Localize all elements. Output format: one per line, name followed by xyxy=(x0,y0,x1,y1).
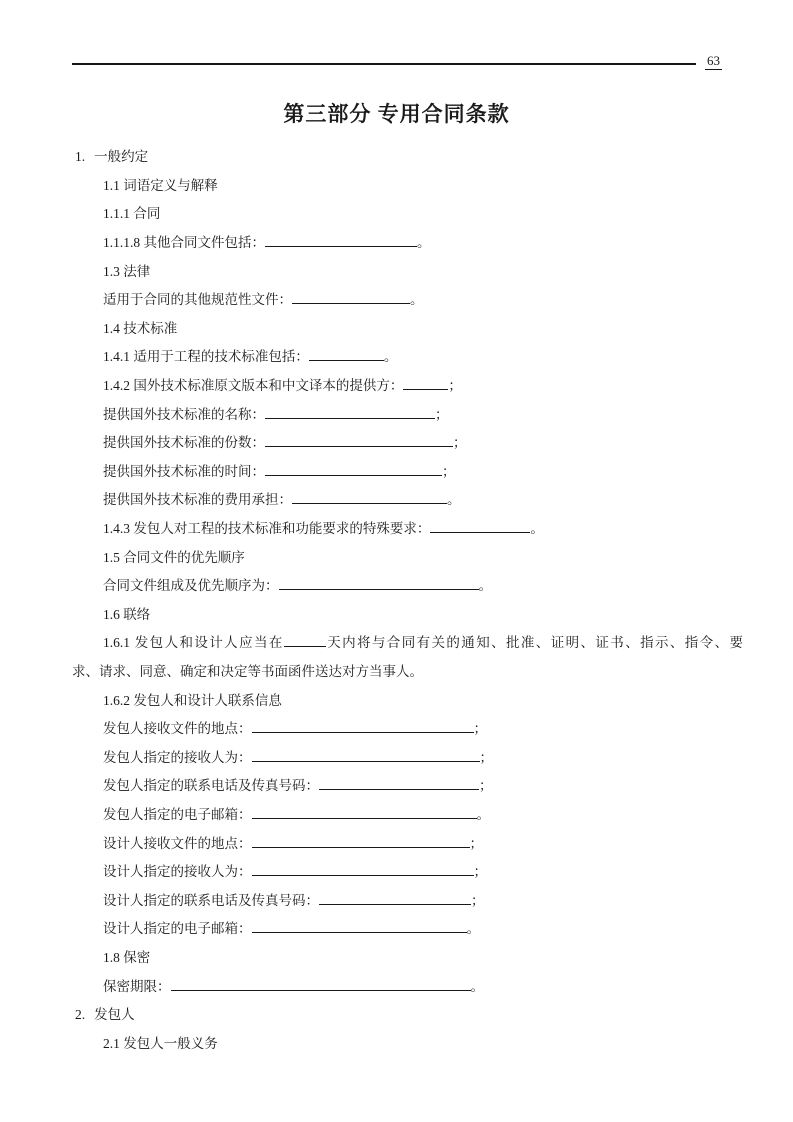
line-text: 1.5 合同文件的优先顺序 xyxy=(103,549,245,565)
blank-fill-in-field xyxy=(265,435,453,447)
document-line xyxy=(72,372,743,401)
document-line xyxy=(72,915,743,944)
document-line xyxy=(72,715,743,744)
line-text: 设计人指定的接收人为： xyxy=(103,864,252,880)
line-text: 保密期限： xyxy=(103,978,171,994)
blank-fill-in-field xyxy=(252,864,474,876)
line-text: 。 xyxy=(530,521,544,537)
document-line xyxy=(72,1001,743,1030)
line-text: 发包人指定的接收人为： xyxy=(103,749,252,765)
blank-fill-in-field xyxy=(319,892,471,904)
document-line xyxy=(72,286,743,315)
line-text: 。 xyxy=(466,921,480,937)
line-text: 1.6 联络 xyxy=(103,606,151,622)
document-line xyxy=(72,515,743,544)
document-line xyxy=(72,143,743,172)
blank-fill-in-field xyxy=(279,578,479,590)
line-text: ； xyxy=(435,406,449,422)
blank-fill-in-field xyxy=(252,721,474,733)
line-text: 适用于合同的其他规范性文件： xyxy=(103,292,292,308)
line-text: 。 xyxy=(476,806,490,822)
blank-fill-in-field xyxy=(252,806,477,818)
document-line xyxy=(72,343,743,372)
line-text: 1.4 技术标准 xyxy=(103,320,178,336)
document-line xyxy=(72,601,743,630)
line-text: 。 xyxy=(410,292,424,308)
document-line xyxy=(72,629,743,658)
line-text: 求、请求、同意、确定和决定等书面函件送达对方当事人。 xyxy=(72,663,423,679)
line-text: 。 xyxy=(478,578,492,594)
blank-fill-in-field xyxy=(265,406,435,418)
line-text: 设计人指定的电子邮箱： xyxy=(103,921,252,937)
blank-fill-in-field xyxy=(252,835,470,847)
line-text: 1.3 法律 xyxy=(103,263,151,279)
document-line xyxy=(72,229,743,258)
blank-fill-in-field xyxy=(252,749,480,761)
document-line xyxy=(72,744,743,773)
line-text: ； xyxy=(442,463,456,479)
line-text: 合同文件组成及优先顺序为： xyxy=(103,578,279,594)
line-text: 发包人指定的联系电话及传真号码： xyxy=(103,778,319,794)
line-text: 2.1 发包人一般义务 xyxy=(103,1035,218,1051)
blank-fill-in-field xyxy=(292,492,447,504)
line-text: 1.1.1.8 其他合同文件包括： xyxy=(103,235,265,251)
line-text: 1.8 保密 xyxy=(103,949,151,965)
document-line xyxy=(72,658,743,687)
line-text: 。 xyxy=(417,235,431,251)
document-line xyxy=(72,772,743,801)
document-line xyxy=(72,572,743,601)
line-text: ； xyxy=(473,721,487,737)
blank-fill-in-field xyxy=(292,292,410,304)
line-text: 。 xyxy=(447,492,461,508)
document-line xyxy=(72,200,743,229)
document-line xyxy=(72,801,743,830)
document-line xyxy=(72,944,743,973)
document-title: 第三部分 专用合同条款 xyxy=(283,102,510,126)
line-text: 1.6.2 发包人和设计人联系信息 xyxy=(103,692,282,708)
document-line xyxy=(72,687,743,716)
line-text: 发包人接收文件的地点： xyxy=(103,721,252,737)
line-text: 1.4.1 适用于工程的技术标准包括： xyxy=(103,349,309,365)
blank-fill-in-field xyxy=(265,463,442,475)
document-line xyxy=(72,486,743,515)
header-rule xyxy=(72,63,696,65)
blank-fill-in-field xyxy=(403,378,448,390)
line-text: 1.1 词语定义与解释 xyxy=(103,177,218,193)
line-text: 1.1.1 合同 xyxy=(103,206,161,222)
document-line xyxy=(72,315,743,344)
line-text: ； xyxy=(471,892,485,908)
blank-fill-in-field xyxy=(252,921,467,933)
line-text: 提供国外技术标准的费用承担： xyxy=(103,492,292,508)
blank-fill-in-field xyxy=(430,521,530,533)
line-text: ； xyxy=(479,749,493,765)
line-text: 一般约定 xyxy=(94,149,149,165)
document-line xyxy=(72,858,743,887)
page-number: 63 xyxy=(707,53,720,68)
document-line xyxy=(72,544,743,573)
line-text: 。 xyxy=(470,978,484,994)
document-line xyxy=(72,401,743,430)
document-line xyxy=(72,830,743,859)
line-text: 1.4.2 国外技术标准原文版本和中文译本的提供方： xyxy=(103,378,404,394)
line-text: 发包人 xyxy=(94,1007,135,1023)
line-text: ； xyxy=(479,778,493,794)
page-header xyxy=(72,0,722,68)
line-text: 2. xyxy=(75,1007,86,1023)
line-text: 设计人接收文件的地点： xyxy=(103,835,252,851)
line-text: ； xyxy=(448,378,462,394)
line-text: ； xyxy=(473,864,487,880)
line-text: 提供国外技术标准的名称： xyxy=(103,406,265,422)
document-line xyxy=(72,258,743,287)
blank-fill-in-field xyxy=(171,978,471,990)
blank-fill-in-field xyxy=(284,635,326,647)
line-text: 1.4.3 发包人对工程的技术标准和功能要求的特殊要求： xyxy=(103,521,431,537)
line-text: 提供国外技术标准的时间： xyxy=(103,463,265,479)
line-text: 天内将与合同有关的通知、批准、证明、证书、指示、指令、要 xyxy=(325,635,744,651)
line-text: 1.6.1 发包人和设计人应当在 xyxy=(103,635,284,651)
line-text: 设计人指定的联系电话及传真号码： xyxy=(103,892,319,908)
line-text: 提供国外技术标准的份数： xyxy=(103,435,265,451)
line-text: ； xyxy=(469,835,483,851)
document-line xyxy=(72,429,743,458)
document-line xyxy=(72,1030,743,1059)
line-text: 发包人指定的电子邮箱： xyxy=(103,806,252,822)
document-line xyxy=(72,973,743,1002)
document-line xyxy=(72,172,743,201)
blank-fill-in-field xyxy=(265,235,417,247)
document-line xyxy=(72,458,743,487)
line-text: ； xyxy=(453,435,467,451)
line-text: 。 xyxy=(383,349,398,365)
line-text: 1. xyxy=(75,149,86,165)
document-line xyxy=(72,887,743,916)
blank-fill-in-field xyxy=(319,778,479,790)
document-body xyxy=(72,143,743,1058)
blank-fill-in-field xyxy=(309,349,384,361)
